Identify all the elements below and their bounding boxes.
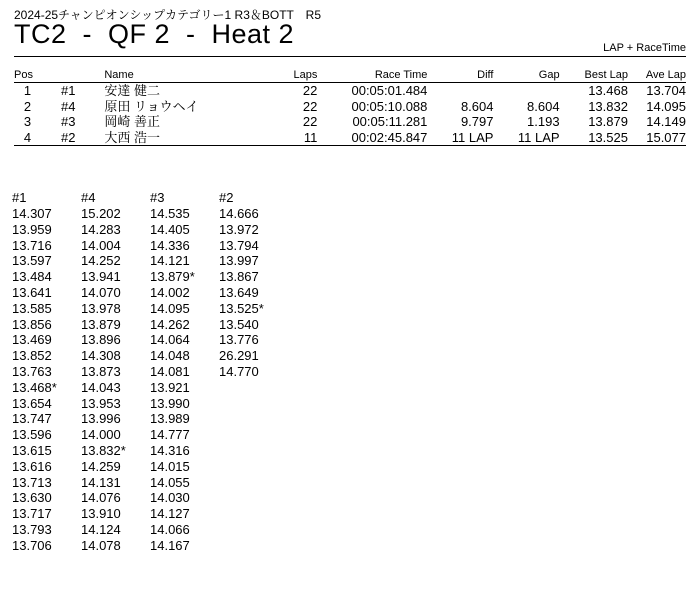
lap-time: 14.055: [150, 474, 190, 490]
result-laps: 11: [276, 130, 317, 146]
result-diff: [427, 83, 493, 99]
lap-time: 13.468*: [12, 379, 57, 395]
lap-time: 13.763: [12, 363, 52, 379]
lap-time: 14.259: [81, 458, 121, 474]
result-gap: 8.604: [527, 98, 560, 114]
result-pos: 1: [23, 83, 32, 98]
lap-time: 14.070: [81, 284, 121, 300]
lap-time: 13.873: [81, 363, 121, 379]
lap-column: [150, 190, 219, 554]
lap-time: 14.015: [150, 458, 190, 474]
lap-column: [12, 190, 81, 554]
result-race-time: 00:02:45.847: [317, 130, 427, 146]
results-row: [14, 114, 686, 130]
report-type-label: LAP + RaceTime: [603, 42, 686, 54]
result-pos: 3: [23, 114, 32, 129]
result-gap: 11 LAP: [493, 130, 559, 146]
lap-time: 14.121: [150, 253, 190, 269]
result-car-number: #4: [60, 98, 76, 114]
result-laps: 22: [302, 98, 318, 114]
lap-time: 13.484: [12, 269, 52, 285]
lap-time: 13.616: [12, 458, 52, 474]
result-ave-lap: 14.095: [646, 98, 686, 114]
lap-time: 14.283: [81, 221, 121, 237]
result-laps: 22: [302, 83, 318, 98]
results-row: [14, 130, 686, 146]
result-driver-name: 原田 リョウヘイ: [104, 98, 199, 114]
lap-column-car-number: #1: [12, 190, 27, 205]
lap-time: 13.997: [219, 253, 259, 269]
lap-column: [81, 190, 150, 554]
lap-time: 13.717: [12, 506, 52, 522]
lap-time: 13.525*: [219, 300, 264, 316]
result-diff: 8.604: [460, 98, 494, 114]
results-table: [14, 68, 686, 146]
event-series-title: 2024-25チャンピオンシップカテゴリー1 R3＆BOTT R5: [14, 8, 322, 22]
lap-time: 14.167: [150, 537, 190, 553]
result-best-lap: 13.832: [588, 98, 628, 114]
lap-time: 14.535: [150, 206, 190, 221]
lap-time: 13.713: [12, 474, 52, 490]
col-header-laps: Laps: [293, 69, 318, 81]
result-pos: 4: [14, 130, 51, 146]
lap-time: 14.078: [81, 537, 121, 553]
lap-time: 13.879: [81, 316, 121, 332]
lap-time: 14.002: [150, 284, 190, 300]
lap-time: 14.316: [150, 442, 190, 458]
lap-time: 26.291: [219, 348, 259, 364]
lap-time: 13.615: [12, 442, 52, 458]
result-car-number: #2: [51, 130, 104, 146]
lap-time: 13.469: [12, 332, 52, 348]
lap-time: 13.896: [81, 332, 121, 348]
result-best-lap: 13.879: [588, 114, 628, 129]
result-gap: [493, 83, 559, 99]
lap-time: 13.852: [12, 348, 52, 364]
lap-time: 14.666: [219, 206, 259, 221]
result-car-number: #1: [60, 83, 76, 98]
lap-time: 14.000: [81, 427, 121, 443]
lap-time: 13.972: [219, 221, 259, 237]
lap-times-grid: [12, 190, 288, 554]
lap-time: 14.004: [81, 237, 121, 253]
result-driver-name: 大西 浩一: [104, 130, 276, 146]
lap-time: 14.066: [150, 521, 190, 537]
result-gap: 1.193: [527, 114, 560, 129]
result-ave-lap: 15.077: [628, 130, 686, 146]
lap-time: 14.131: [81, 474, 121, 490]
lap-column-car-number: #2: [219, 190, 234, 205]
lap-time: 13.596: [12, 427, 52, 443]
col-header-race-time: Race Time: [374, 69, 428, 81]
lap-time: 15.202: [81, 206, 121, 221]
lap-time: 14.336: [150, 237, 190, 253]
lap-time: 13.540: [219, 316, 259, 332]
col-header-best-lap: Best Lap: [584, 69, 628, 81]
col-header-name: Name: [104, 69, 134, 81]
col-header-ave-lap: Ave Lap: [645, 69, 686, 81]
lap-time: 13.630: [12, 490, 52, 506]
lap-time: 13.941: [81, 269, 121, 285]
lap-time: 14.127: [150, 506, 190, 522]
lap-time: 13.832*: [81, 442, 126, 458]
result-best-lap: 13.525: [560, 130, 628, 146]
result-best-lap: 13.468: [588, 83, 628, 98]
page-title: TC2 - QF 2 - Heat 2: [14, 19, 295, 49]
col-header-pos: Pos: [14, 69, 33, 81]
result-race-time: 00:05:01.484: [351, 83, 428, 98]
lap-time: 13.706: [12, 537, 52, 553]
lap-time: 14.064: [150, 332, 190, 348]
lap-time: 13.794: [219, 237, 259, 253]
lap-time: 13.921: [150, 379, 190, 395]
lap-column: [219, 190, 288, 554]
col-header-gap: Gap: [538, 69, 560, 81]
lap-time: 14.095: [150, 300, 190, 316]
lap-time: 14.262: [150, 316, 190, 332]
lap-time: 13.910: [81, 506, 121, 522]
result-race-time: 00:05:10.088: [351, 98, 428, 114]
lap-time: 14.770: [219, 363, 259, 379]
result-laps: 22: [302, 114, 318, 129]
lap-time: 13.989: [150, 411, 190, 427]
lap-time: 13.856: [12, 316, 52, 332]
lap-time: 14.048: [150, 348, 190, 364]
lap-time: 14.252: [81, 253, 121, 269]
lap-time: 14.308: [81, 348, 121, 364]
lap-time: 14.081: [150, 363, 190, 379]
lap-time: 14.030: [150, 490, 190, 506]
col-header-diff: Diff: [477, 69, 494, 81]
result-car-number: #3: [60, 114, 76, 129]
lap-time: 13.996: [81, 411, 121, 427]
result-diff: 9.797: [460, 114, 494, 129]
lap-time: 13.978: [81, 300, 121, 316]
lap-column-car-number: #3: [150, 190, 165, 205]
lap-time: 13.649: [219, 284, 259, 300]
lap-time: 14.307: [12, 206, 52, 221]
lap-time: 13.716: [12, 237, 52, 253]
lap-time: 13.879*: [150, 269, 195, 285]
result-pos: 2: [23, 98, 32, 114]
results-header-row: [14, 68, 686, 83]
lap-column-car-number: #4: [81, 190, 96, 205]
lap-time: 13.793: [12, 521, 52, 537]
lap-time: 13.597: [12, 253, 52, 269]
result-diff: 11 LAP: [427, 130, 493, 146]
lap-time: 13.747: [12, 411, 52, 427]
result-driver-name: 岡崎 善正: [104, 114, 160, 129]
lap-time: 14.076: [81, 490, 121, 506]
result-race-time: 00:05:11.281: [352, 114, 428, 129]
results-row: [14, 99, 686, 115]
lap-time: 13.776: [219, 332, 259, 348]
results-row: [14, 83, 686, 99]
lap-time: 13.953: [81, 395, 121, 411]
result-driver-name: 安達 健二: [104, 83, 160, 98]
lap-time: 14.124: [81, 521, 121, 537]
lap-time: 14.043: [81, 379, 121, 395]
lap-time: 13.867: [219, 269, 259, 285]
lap-time: 13.585: [12, 300, 52, 316]
lap-time: 13.654: [12, 395, 52, 411]
result-ave-lap: 13.704: [646, 83, 686, 98]
result-ave-lap: 14.149: [646, 114, 686, 129]
lap-time: 14.405: [150, 221, 190, 237]
lap-time: 13.990: [150, 395, 190, 411]
title-divider: [14, 56, 686, 57]
lap-time: 13.959: [12, 221, 52, 237]
lap-time: 13.641: [12, 284, 52, 300]
lap-time: 14.777: [150, 427, 190, 443]
